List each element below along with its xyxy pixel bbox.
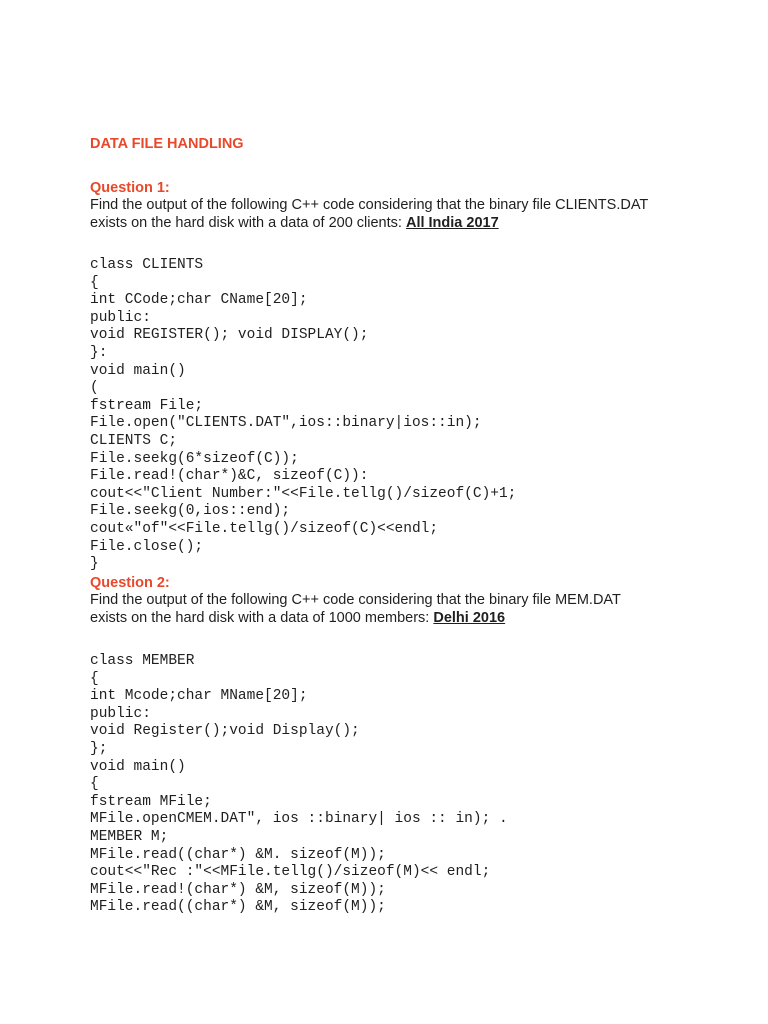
question-1-text xyxy=(90,197,690,232)
code-line: void main() xyxy=(90,362,186,379)
question-2-text-line2: exists on the hard disk with a data of 1000 members: xyxy=(90,609,434,626)
code-line: void Register();void Display(); xyxy=(90,723,360,740)
question-1-heading: Question 1: xyxy=(90,180,170,196)
code-line: { xyxy=(90,776,99,793)
document-title: DATA FILE HANDLING xyxy=(90,136,244,152)
code-line: class MEMBER xyxy=(90,653,195,669)
code-line: class CLIENTS xyxy=(90,257,204,273)
code-line: File.open("CLIENTS.DAT",ios::binary|ios::in); xyxy=(90,415,482,432)
code-line: fstream File; xyxy=(90,397,204,414)
code-line: CLIENTS C; xyxy=(90,432,178,449)
question-2-text xyxy=(90,592,690,627)
code-line: { xyxy=(90,274,99,291)
code-line: MFile.openCMEM.DAT", ios ::binary| ios :: in); . xyxy=(90,811,508,828)
code-line: MFile.read((char*) &M. sizeof(M)); xyxy=(90,846,386,863)
code-line: cout«"of"<<File.tellg()/sizeof(C)<<endl; xyxy=(90,520,439,537)
code-line: MEMBER M; xyxy=(90,828,169,845)
code-line: File.read!(char*)&C, sizeof(C)): xyxy=(90,468,369,485)
code-line: } xyxy=(90,556,99,573)
code-line: cout<<"Rec :"<<MFile.tellg()/sizeof(M)<< endl; xyxy=(90,864,491,881)
code-line: void REGISTER(); void DISPLAY(); xyxy=(90,327,369,344)
code-line: File.seekg(6*sizeof(C)); xyxy=(90,450,299,467)
code-line: }: xyxy=(90,344,108,361)
question-2-heading: Question 2: xyxy=(90,575,170,591)
code-line: File.seekg(0,ios::end); xyxy=(90,503,291,520)
code-line: void main() xyxy=(90,758,186,775)
code-line: public: xyxy=(90,309,151,326)
question-2-text-line1: Find the output of the following C++ code considering that the binary file MEM.DAT xyxy=(90,592,621,608)
code-line: MFile.read((char*) &M, sizeof(M)); xyxy=(90,899,386,916)
code-line: File.close(); xyxy=(90,538,204,555)
code-line: fstream MFile; xyxy=(90,793,212,810)
code-line: int Mcode;char MName[20]; xyxy=(90,688,308,705)
code-line: MFile.read!(char*) &M, sizeof(M)); xyxy=(90,881,386,898)
question-1-source: All India 2017 xyxy=(405,214,499,231)
code-line: cout<<"Client Number:"<<File.tellg()/sizeof(C)+1; xyxy=(90,485,517,502)
question-2-source: Delhi 2016 xyxy=(433,609,506,626)
question-1-text-line2: exists on the hard disk with a data of 200 clients: xyxy=(90,214,406,231)
question-1-text-line1: Find the output of the following C++ code considering that the binary file CLIENTS.DAT xyxy=(90,197,649,213)
code-line: ( xyxy=(90,380,99,397)
question-2-code-block xyxy=(90,653,508,917)
code-line: { xyxy=(90,670,99,687)
code-line: int CCode;char CName[20]; xyxy=(90,292,308,309)
code-line: public: xyxy=(90,705,151,722)
code-line: }; xyxy=(90,740,108,757)
question-1-code-block xyxy=(90,257,516,574)
